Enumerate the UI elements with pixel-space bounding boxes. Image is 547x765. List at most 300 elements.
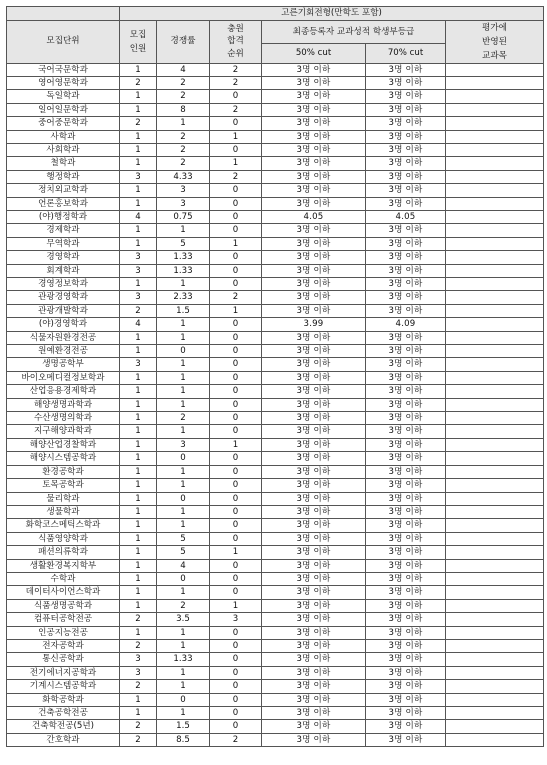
unit-cell: 독일학과 (7, 90, 120, 103)
unit-cell: 원예환경전공 (7, 345, 120, 358)
rank-cell: 2 (210, 733, 262, 746)
competition-cell: 0.75 (157, 210, 210, 223)
cut50-cell: 3명 이하 (262, 479, 366, 492)
unit-cell: 식물자원환경전공 (7, 331, 120, 344)
competition-cell: 3 (157, 438, 210, 451)
table-row (7, 492, 544, 505)
quota-cell: 1 (120, 345, 157, 358)
rank-cell: 2 (210, 291, 262, 304)
unit-cell: 정치외교학과 (7, 184, 120, 197)
cut70-cell: 3명 이하 (366, 143, 446, 156)
cut70-cell: 3명 이하 (366, 626, 446, 639)
table-row (7, 546, 544, 559)
unit-cell: 토목공학과 (7, 479, 120, 492)
cut70-cell: 3명 이하 (366, 345, 446, 358)
rank-cell: 0 (210, 412, 262, 425)
quota-cell: 1 (120, 572, 157, 585)
unit-cell: 화학공학과 (7, 693, 120, 706)
cut50-cell: 3명 이하 (262, 653, 366, 666)
cut70-cell: 3명 이하 (366, 412, 446, 425)
rank-cell: 0 (210, 479, 262, 492)
competition-cell: 1.33 (157, 653, 210, 666)
cut50-cell: 3명 이하 (262, 586, 366, 599)
cut50-cell: 3명 이하 (262, 733, 366, 746)
unit-cell: 해양시스템공학과 (7, 452, 120, 465)
table-row (7, 707, 544, 720)
quota-cell: 3 (120, 666, 157, 679)
cut70-cell: 3명 이하 (366, 666, 446, 679)
quota-cell: 1 (120, 184, 157, 197)
unit-cell: 국어국문학과 (7, 63, 120, 76)
table-row (7, 251, 544, 264)
competition-cell: 0 (157, 492, 210, 505)
unit-cell: 환경공학과 (7, 465, 120, 478)
unit-cell: 바이오메디컬정보학과 (7, 371, 120, 384)
quota-cell: 1 (120, 492, 157, 505)
unit-cell: 식품영양학과 (7, 532, 120, 545)
cut50-cell: 3명 이하 (262, 707, 366, 720)
subjects-cell (446, 90, 544, 103)
cut50-cell: 3명 이하 (262, 264, 366, 277)
cut70-cell: 3명 이하 (366, 680, 446, 693)
quota-cell: 1 (120, 331, 157, 344)
competition-cell: 4 (157, 559, 210, 572)
rank-cell: 1 (210, 546, 262, 559)
subjects-cell (446, 666, 544, 679)
subjects-cell (446, 626, 544, 639)
rank-cell: 0 (210, 707, 262, 720)
cut70-cell: 3명 이하 (366, 264, 446, 277)
subjects-cell (446, 143, 544, 156)
quota-cell: 1 (120, 519, 157, 532)
cut70-cell: 3명 이하 (366, 90, 446, 103)
cut70-cell: 3명 이하 (366, 613, 446, 626)
unit-cell: 데이터사이언스학과 (7, 586, 120, 599)
cut50-cell: 3명 이하 (262, 599, 366, 612)
table-row (7, 103, 544, 116)
rank-cell: 2 (210, 170, 262, 183)
cut50-cell: 3명 이하 (262, 251, 366, 264)
cut70-cell: 3명 이하 (366, 465, 446, 478)
table-row (7, 613, 544, 626)
subjects-cell (446, 76, 544, 89)
quota-cell: 1 (120, 586, 157, 599)
cut50-cell: 3명 이하 (262, 398, 366, 411)
table-row (7, 599, 544, 612)
competition-cell: 4 (157, 63, 210, 76)
header-empty-corner (7, 7, 120, 21)
quota-cell: 1 (120, 425, 157, 438)
quota-cell: 3 (120, 358, 157, 371)
cut50-cell: 3명 이하 (262, 572, 366, 585)
quota-cell: 3 (120, 291, 157, 304)
table-row (7, 117, 544, 130)
cut70-cell: 3명 이하 (366, 331, 446, 344)
rank-cell: 0 (210, 197, 262, 210)
competition-cell: 3 (157, 197, 210, 210)
unit-cell: 간호학과 (7, 733, 120, 746)
cut50-cell: 3명 이하 (262, 63, 366, 76)
unit-cell: 해양산업경찰학과 (7, 438, 120, 451)
subjects-cell (446, 224, 544, 237)
competition-cell: 1 (157, 639, 210, 652)
quota-cell: 2 (120, 117, 157, 130)
cut50-cell: 3명 이하 (262, 157, 366, 170)
cut50-cell: 3명 이하 (262, 452, 366, 465)
competition-cell: 1 (157, 465, 210, 478)
subjects-cell (446, 237, 544, 250)
cut50-cell: 3명 이하 (262, 358, 366, 371)
unit-cell: 해양생명과학과 (7, 398, 120, 411)
table-row (7, 479, 544, 492)
table-body (7, 63, 544, 747)
cut50-cell: 3명 이하 (262, 666, 366, 679)
table-row (7, 304, 544, 317)
subjects-cell (446, 425, 544, 438)
competition-cell: 0 (157, 345, 210, 358)
unit-cell: 인공지능전공 (7, 626, 120, 639)
competition-cell: 0 (157, 452, 210, 465)
competition-cell: 1 (157, 586, 210, 599)
cut50-cell: 3명 이하 (262, 170, 366, 183)
unit-cell: 영어영문학과 (7, 76, 120, 89)
cut50-cell: 3명 이하 (262, 90, 366, 103)
quota-cell: 2 (120, 613, 157, 626)
subjects-cell (446, 170, 544, 183)
cut70-cell: 3명 이하 (366, 639, 446, 652)
table-row (7, 291, 544, 304)
subjects-cell (446, 278, 544, 291)
competition-cell: 2 (157, 157, 210, 170)
quota-cell: 1 (120, 63, 157, 76)
cut70-cell: 3명 이하 (366, 519, 446, 532)
rank-cell: 0 (210, 465, 262, 478)
rank-cell: 0 (210, 693, 262, 706)
unit-cell: 물리학과 (7, 492, 120, 505)
rank-cell: 0 (210, 318, 262, 331)
quota-cell: 1 (120, 626, 157, 639)
quota-cell: 4 (120, 210, 157, 223)
competition-cell: 3.5 (157, 613, 210, 626)
competition-cell: 3 (157, 184, 210, 197)
subjects-cell (446, 599, 544, 612)
cut50-cell: 3명 이하 (262, 371, 366, 384)
competition-cell: 1.33 (157, 264, 210, 277)
competition-cell: 1 (157, 707, 210, 720)
table-row (7, 331, 544, 344)
rank-cell: 0 (210, 90, 262, 103)
unit-cell: 언론홍보학과 (7, 197, 120, 210)
table-row (7, 358, 544, 371)
competition-cell: 1 (157, 331, 210, 344)
unit-cell: 수학과 (7, 572, 120, 585)
quota-cell: 1 (120, 532, 157, 545)
rank-cell: 0 (210, 385, 262, 398)
table-row (7, 210, 544, 223)
quota-cell: 1 (120, 693, 157, 706)
competition-cell: 1 (157, 117, 210, 130)
rank-cell: 0 (210, 398, 262, 411)
subjects-cell (446, 210, 544, 223)
cut50-cell: 3명 이하 (262, 546, 366, 559)
rank-cell: 1 (210, 304, 262, 317)
rank-cell: 0 (210, 278, 262, 291)
competition-cell: 1 (157, 371, 210, 384)
quota-cell: 1 (120, 412, 157, 425)
rank-cell: 0 (210, 680, 262, 693)
competition-cell: 1 (157, 425, 210, 438)
unit-cell: 화학코스메틱스학과 (7, 519, 120, 532)
cut70-cell: 3명 이하 (366, 237, 446, 250)
unit-cell: 관광개발학과 (7, 304, 120, 317)
header-rank: 충원 합격 순위 (210, 20, 262, 63)
cut70-cell: 3명 이하 (366, 653, 446, 666)
table-row (7, 143, 544, 156)
quota-cell: 1 (120, 90, 157, 103)
unit-cell: 패션의류학과 (7, 546, 120, 559)
competition-cell: 1 (157, 666, 210, 679)
competition-cell: 1 (157, 626, 210, 639)
subjects-cell (446, 117, 544, 130)
cut50-cell: 3명 이하 (262, 224, 366, 237)
competition-cell: 1 (157, 318, 210, 331)
table-row (7, 720, 544, 733)
rank-cell: 0 (210, 519, 262, 532)
table-row (7, 653, 544, 666)
cut50-cell: 3명 이하 (262, 693, 366, 706)
cut70-cell: 3명 이하 (366, 398, 446, 411)
subjects-cell (446, 613, 544, 626)
competition-cell: 1 (157, 385, 210, 398)
cut50-cell: 3명 이하 (262, 639, 366, 652)
rank-cell: 0 (210, 210, 262, 223)
quota-cell: 3 (120, 251, 157, 264)
subjects-cell (446, 693, 544, 706)
table-row (7, 693, 544, 706)
subjects-cell (446, 546, 544, 559)
cut70-cell: 3명 이하 (366, 278, 446, 291)
unit-cell: 관광경영학과 (7, 291, 120, 304)
cut50-cell: 3명 이하 (262, 331, 366, 344)
cut70-cell: 3명 이하 (366, 546, 446, 559)
cut50-cell: 4.05 (262, 210, 366, 223)
competition-cell: 1 (157, 224, 210, 237)
cut70-cell: 3명 이하 (366, 425, 446, 438)
cut50-cell: 3명 이하 (262, 559, 366, 572)
quota-cell: 1 (120, 197, 157, 210)
table-row (7, 157, 544, 170)
competition-cell: 5 (157, 546, 210, 559)
subjects-cell (446, 291, 544, 304)
unit-cell: 기계시스템공학과 (7, 680, 120, 693)
competition-cell: 2 (157, 130, 210, 143)
cut50-cell: 3명 이하 (262, 505, 366, 518)
table-row (7, 559, 544, 572)
unit-cell: 산업응용경제학과 (7, 385, 120, 398)
table-row (7, 452, 544, 465)
competition-cell: 1 (157, 479, 210, 492)
quota-cell: 1 (120, 224, 157, 237)
cut70-cell: 3명 이하 (366, 385, 446, 398)
unit-cell: 중어중문학과 (7, 117, 120, 130)
table-row (7, 318, 544, 331)
rank-cell: 0 (210, 358, 262, 371)
table-row (7, 572, 544, 585)
unit-cell: 행정학과 (7, 170, 120, 183)
rank-cell: 0 (210, 653, 262, 666)
rank-cell: 0 (210, 532, 262, 545)
table-row (7, 425, 544, 438)
rank-cell: 1 (210, 237, 262, 250)
subjects-cell (446, 318, 544, 331)
subjects-cell (446, 680, 544, 693)
table-row (7, 63, 544, 76)
rank-cell: 1 (210, 130, 262, 143)
rank-cell: 0 (210, 184, 262, 197)
competition-cell: 5 (157, 532, 210, 545)
cut70-cell: 3명 이하 (366, 599, 446, 612)
competition-cell: 2 (157, 412, 210, 425)
quota-cell: 1 (120, 157, 157, 170)
unit-cell: 생물학과 (7, 505, 120, 518)
cut70-cell: 3명 이하 (366, 532, 446, 545)
cut70-cell: 3명 이하 (366, 438, 446, 451)
cut50-cell: 3명 이하 (262, 385, 366, 398)
cut70-cell: 3명 이하 (366, 693, 446, 706)
quota-cell: 1 (120, 599, 157, 612)
cut70-cell: 3명 이하 (366, 184, 446, 197)
subjects-cell (446, 438, 544, 451)
cut50-cell: 3명 이하 (262, 345, 366, 358)
cut70-cell: 4.09 (366, 318, 446, 331)
cut50-cell: 3명 이하 (262, 532, 366, 545)
rank-cell: 2 (210, 63, 262, 76)
subjects-cell (446, 639, 544, 652)
quota-cell: 3 (120, 264, 157, 277)
table-row (7, 184, 544, 197)
table-row (7, 505, 544, 518)
admissions-results-table (6, 6, 544, 747)
rank-cell: 0 (210, 331, 262, 344)
header-cut50: 50% cut (262, 44, 366, 63)
rank-cell: 0 (210, 251, 262, 264)
rank-cell: 1 (210, 599, 262, 612)
admissions-table-sheet (6, 6, 544, 747)
subjects-cell (446, 130, 544, 143)
cut70-cell: 3명 이하 (366, 586, 446, 599)
competition-cell: 0 (157, 693, 210, 706)
competition-cell: 0 (157, 572, 210, 585)
quota-cell: 1 (120, 546, 157, 559)
table-row (7, 371, 544, 384)
subjects-cell (446, 707, 544, 720)
subjects-cell (446, 572, 544, 585)
table-row (7, 586, 544, 599)
cut70-cell: 3명 이하 (366, 76, 446, 89)
table-row (7, 666, 544, 679)
table-row (7, 412, 544, 425)
cut50-cell: 3명 이하 (262, 130, 366, 143)
competition-cell: 2.33 (157, 291, 210, 304)
cut50-cell: 3명 이하 (262, 438, 366, 451)
cut70-cell: 3명 이하 (366, 157, 446, 170)
cut50-cell: 3명 이하 (262, 519, 366, 532)
competition-cell: 8.5 (157, 733, 210, 746)
cut50-cell: 3명 이하 (262, 117, 366, 130)
cut70-cell: 3명 이하 (366, 371, 446, 384)
unit-cell: 식품생명공학과 (7, 599, 120, 612)
unit-cell: 사회학과 (7, 143, 120, 156)
cut50-cell: 3명 이하 (262, 237, 366, 250)
unit-cell: 건축공학전공 (7, 707, 120, 720)
quota-cell: 2 (120, 733, 157, 746)
header-admission-type: 고른기회전형(만학도 포함) (120, 7, 544, 21)
cut70-cell: 3명 이하 (366, 452, 446, 465)
header-quota: 모집 인원 (120, 20, 157, 63)
unit-cell: 경영정보학과 (7, 278, 120, 291)
cut70-cell: 4.05 (366, 210, 446, 223)
quota-cell: 2 (120, 304, 157, 317)
subjects-cell (446, 492, 544, 505)
subjects-cell (446, 184, 544, 197)
cut50-cell: 3명 이하 (262, 103, 366, 116)
competition-cell: 1 (157, 358, 210, 371)
subjects-cell (446, 331, 544, 344)
rank-cell: 0 (210, 720, 262, 733)
quota-cell: 1 (120, 398, 157, 411)
quota-cell: 1 (120, 505, 157, 518)
rank-cell: 2 (210, 76, 262, 89)
rank-cell: 0 (210, 505, 262, 518)
competition-cell: 1 (157, 398, 210, 411)
cut50-cell: 3명 이하 (262, 412, 366, 425)
quota-cell: 1 (120, 143, 157, 156)
cut50-cell: 3명 이하 (262, 720, 366, 733)
table-row (7, 278, 544, 291)
unit-cell: 전기에너지공학과 (7, 666, 120, 679)
rank-cell: 0 (210, 586, 262, 599)
competition-cell: 8 (157, 103, 210, 116)
table-row (7, 626, 544, 639)
subjects-cell (446, 519, 544, 532)
quota-cell: 2 (120, 720, 157, 733)
subjects-cell (446, 157, 544, 170)
competition-cell: 1.5 (157, 304, 210, 317)
rank-cell: 0 (210, 452, 262, 465)
rank-cell: 0 (210, 345, 262, 358)
competition-cell: 1.33 (157, 251, 210, 264)
quota-cell: 4 (120, 318, 157, 331)
cut50-cell: 3명 이하 (262, 143, 366, 156)
table-row (7, 438, 544, 451)
cut50-cell: 3.99 (262, 318, 366, 331)
quota-cell: 1 (120, 559, 157, 572)
cut50-cell: 3명 이하 (262, 492, 366, 505)
quota-cell: 1 (120, 278, 157, 291)
table-row (7, 76, 544, 89)
rank-cell: 0 (210, 371, 262, 384)
unit-cell: (야)행정학과 (7, 210, 120, 223)
quota-cell: 1 (120, 385, 157, 398)
cut70-cell: 3명 이하 (366, 291, 446, 304)
table-row (7, 224, 544, 237)
subjects-cell (446, 103, 544, 116)
quota-cell: 1 (120, 465, 157, 478)
rank-cell: 0 (210, 559, 262, 572)
subjects-cell (446, 358, 544, 371)
unit-cell: 컴퓨터공학전공 (7, 613, 120, 626)
quota-cell: 1 (120, 103, 157, 116)
